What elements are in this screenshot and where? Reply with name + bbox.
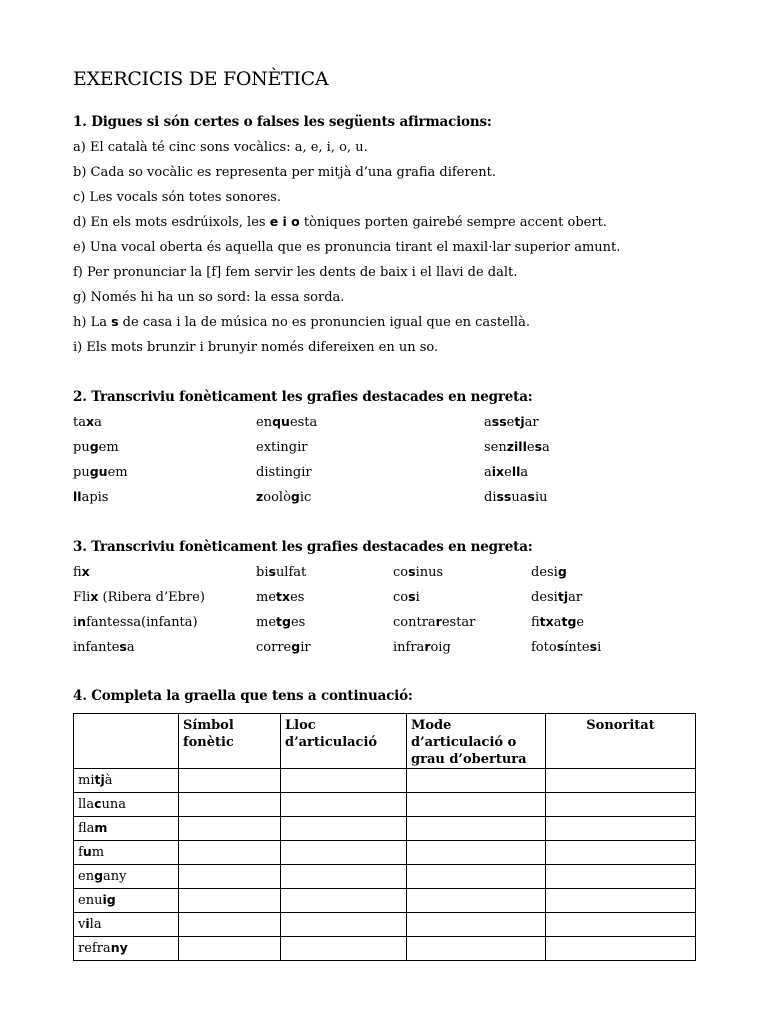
word-part: fla xyxy=(78,821,95,836)
transcription-word xyxy=(256,439,307,455)
word-part: mi xyxy=(78,773,95,788)
bold-grapheme: tj xyxy=(514,414,525,429)
transcription-word xyxy=(73,414,102,430)
table-header-blank xyxy=(74,714,179,769)
transcription-word xyxy=(73,439,119,455)
word-part: di xyxy=(484,490,497,505)
word-part: ua xyxy=(511,490,528,505)
table-row xyxy=(74,817,696,841)
statement-item xyxy=(73,164,496,180)
word-part: oolò xyxy=(263,490,291,505)
statement-item xyxy=(73,239,620,255)
table-cell-word xyxy=(74,769,179,793)
word-part: (Ribera d’Ebre) xyxy=(98,590,205,605)
transcription-word xyxy=(73,589,205,605)
word-part: a xyxy=(484,465,492,480)
answer-cell[interactable] xyxy=(179,793,281,817)
transcription-word xyxy=(393,564,443,580)
answer-cell[interactable] xyxy=(179,865,281,889)
word-part: a xyxy=(94,415,102,430)
bold-grapheme: qu xyxy=(272,414,290,429)
transcription-word xyxy=(393,614,475,630)
bold-grapheme: ny xyxy=(110,940,128,955)
word-part: sen xyxy=(484,440,507,455)
word-part: refra xyxy=(78,941,111,956)
answer-cell[interactable] xyxy=(546,841,696,865)
answer-cell[interactable] xyxy=(407,793,546,817)
transcription-word xyxy=(531,639,601,655)
answer-cell[interactable] xyxy=(179,913,281,937)
answer-cell[interactable] xyxy=(407,913,546,937)
answer-cell[interactable] xyxy=(546,793,696,817)
word-part: inus xyxy=(415,565,444,580)
bold-grapheme: g xyxy=(89,439,99,454)
word-part: esta xyxy=(289,415,318,430)
word-part: pu xyxy=(73,440,90,455)
answer-cell[interactable] xyxy=(179,889,281,913)
transcription-word xyxy=(73,614,198,630)
word-part: iu xyxy=(534,490,548,505)
word-part: co xyxy=(393,565,409,580)
bold-grapheme: g xyxy=(557,564,567,579)
word-part: me xyxy=(256,590,277,605)
statement-item xyxy=(73,139,368,155)
bold-grapheme: x xyxy=(85,414,95,429)
word-part: co xyxy=(393,590,409,605)
transcription-word xyxy=(256,639,311,655)
transcription-word xyxy=(256,414,317,430)
bold-grapheme: x xyxy=(81,564,90,579)
bold-grapheme: s xyxy=(408,564,416,579)
transcription-word xyxy=(73,564,90,580)
word-part: Fli xyxy=(73,590,91,605)
answer-cell[interactable] xyxy=(407,841,546,865)
bold-grapheme: s xyxy=(268,564,276,579)
word-part: a xyxy=(542,440,550,455)
exercise-3-heading: 3. Transcriviu fonèticament les grafies destacades en negreta: xyxy=(73,539,533,555)
bold-grapheme: ll xyxy=(511,464,521,479)
word-part: a xyxy=(126,640,135,655)
table-cell-word xyxy=(74,889,179,913)
statement-item xyxy=(73,314,530,330)
word-part: h) La xyxy=(73,315,112,330)
word-part: estar xyxy=(441,615,476,630)
table-row xyxy=(74,937,696,961)
bold-grapheme: s xyxy=(534,439,543,454)
bold-grapheme: i xyxy=(85,916,90,931)
table-row xyxy=(74,865,696,889)
word-part: a xyxy=(484,415,492,430)
bold-grapheme: tx xyxy=(539,614,554,629)
answer-cell[interactable] xyxy=(179,817,281,841)
word-part: la xyxy=(89,917,102,932)
word-part: i) Els mots brunzir i brunyir només difereixen en un so. xyxy=(73,340,439,355)
answer-cell[interactable] xyxy=(407,937,546,961)
bold-grapheme: e i o xyxy=(269,214,300,229)
answer-cell[interactable] xyxy=(546,937,696,961)
word-part: contra xyxy=(393,615,436,630)
exercise-1-heading: 1. Digues si són certes o falses les següents afirmacions: xyxy=(73,114,492,130)
bold-grapheme: g xyxy=(94,868,104,883)
word-part: ulfat xyxy=(275,565,307,580)
table-cell-word xyxy=(74,865,179,889)
bold-grapheme: s xyxy=(408,589,416,604)
word-part: em xyxy=(98,440,119,455)
word-part: exting xyxy=(256,440,298,455)
word-part: ir xyxy=(297,440,308,455)
statement-item xyxy=(73,339,438,355)
transcription-word xyxy=(531,589,582,605)
transcription-word xyxy=(484,439,550,455)
bold-grapheme: s xyxy=(119,639,127,654)
word-part: ir xyxy=(300,640,311,655)
table-cell-word xyxy=(74,937,179,961)
word-part: d) En els mots esdrúixols, les xyxy=(73,215,270,230)
table-row xyxy=(74,793,696,817)
word-part: corre xyxy=(256,640,292,655)
statement-item xyxy=(73,189,281,205)
word-part: infante xyxy=(73,640,120,655)
bold-grapheme: r xyxy=(435,614,442,629)
bold-grapheme: tx xyxy=(276,589,291,604)
answer-cell[interactable] xyxy=(546,865,696,889)
answer-cell[interactable] xyxy=(179,841,281,865)
word-part: enu xyxy=(78,893,103,908)
answer-cell[interactable] xyxy=(407,817,546,841)
transcription-word xyxy=(531,564,567,580)
transcription-word xyxy=(484,414,539,430)
bold-grapheme: tg xyxy=(561,614,577,629)
answer-cell[interactable] xyxy=(281,793,407,817)
word-part: e) Una vocal oberta és aquella que es pronuncia tirant el maxil·lar superior amunt. xyxy=(73,240,621,255)
word-part: es xyxy=(290,615,306,630)
transcription-word xyxy=(256,489,311,505)
answer-cell[interactable] xyxy=(179,937,281,961)
word-part: fi xyxy=(73,565,82,580)
statement-item xyxy=(73,264,517,280)
transcription-word xyxy=(73,464,128,480)
answer-cell[interactable] xyxy=(407,865,546,889)
bold-grapheme: x xyxy=(90,589,99,604)
word-part: a xyxy=(553,615,562,630)
bold-grapheme: z xyxy=(256,489,264,504)
word-part: lla xyxy=(78,797,95,812)
table-cell-word xyxy=(74,793,179,817)
answer-cell[interactable] xyxy=(281,913,407,937)
bold-grapheme: u xyxy=(82,844,92,859)
word-part: i xyxy=(415,590,420,605)
word-part: c) Les vocals són totes sonores. xyxy=(73,190,281,205)
answer-cell[interactable] xyxy=(281,841,407,865)
word-part: f) Per pronunciar la [f] fem servir les dents de baix i el llavi de dalt. xyxy=(73,265,518,280)
word-part: en xyxy=(256,415,273,430)
word-part: i xyxy=(597,640,602,655)
word-part: i xyxy=(73,615,78,630)
bold-grapheme: ss xyxy=(491,414,507,429)
word-part: m xyxy=(91,845,105,860)
word-part: bi xyxy=(256,565,269,580)
word-part: infra xyxy=(393,640,425,655)
statement-item xyxy=(73,289,344,305)
word-part: foto xyxy=(531,640,557,655)
table-cell-word xyxy=(74,841,179,865)
table-row xyxy=(74,913,696,937)
word-part: fi xyxy=(531,615,540,630)
bold-grapheme: tg xyxy=(276,614,291,629)
transcription-word xyxy=(484,489,547,505)
table-row xyxy=(74,841,696,865)
bold-grapheme: zill xyxy=(506,439,527,454)
word-part: ic xyxy=(299,490,312,505)
word-part: e xyxy=(506,415,515,430)
word-part: fantessa(infanta) xyxy=(86,615,198,630)
statement-item xyxy=(73,214,607,230)
bold-grapheme: tj xyxy=(557,589,569,604)
bold-grapheme: n xyxy=(77,614,87,629)
transcription-word xyxy=(484,464,528,480)
word-part: ar xyxy=(524,415,539,430)
transcription-word xyxy=(256,564,306,580)
table-header-symbol: Símbol fonètic xyxy=(179,714,281,769)
transcription-word xyxy=(393,639,451,655)
table-header-place: Lloc d’articulació xyxy=(281,714,407,769)
word-part: es xyxy=(290,590,305,605)
transcription-word xyxy=(393,589,420,605)
answer-cell[interactable] xyxy=(546,913,696,937)
word-part: desi xyxy=(531,590,558,605)
bold-grapheme: ll xyxy=(73,489,82,504)
word-part: tòniques porten gairebé sempre accent obert. xyxy=(299,215,607,230)
word-part: à xyxy=(104,773,113,788)
page-title: EXERCICIS DE FONÈTICA xyxy=(73,68,329,90)
transcription-word xyxy=(256,589,304,605)
bold-grapheme: ix xyxy=(491,464,505,479)
table-cell-word xyxy=(74,817,179,841)
word-part: una xyxy=(101,797,126,812)
word-part: pu xyxy=(73,465,90,480)
table-header-manner: Mode d’articulació o grau d’obertura xyxy=(407,714,546,769)
bold-grapheme: gu xyxy=(89,464,108,479)
bold-grapheme: s xyxy=(527,489,535,504)
answer-cell[interactable] xyxy=(179,769,281,793)
transcription-word xyxy=(256,464,312,480)
word-part: e xyxy=(526,440,535,455)
word-part: em xyxy=(107,465,128,480)
word-part: de casa i la de música no es pronuncien igual que en castellà. xyxy=(118,315,530,330)
bold-grapheme: ig xyxy=(102,892,116,907)
table-row xyxy=(74,769,696,793)
table-row xyxy=(74,889,696,913)
word-part: ir xyxy=(301,465,312,480)
word-part: disting xyxy=(256,465,302,480)
answer-cell[interactable] xyxy=(407,769,546,793)
exercise-2-heading: 2. Transcriviu fonèticament les grafies destacades en negreta: xyxy=(73,389,533,405)
transcription-word xyxy=(73,489,108,505)
answer-cell[interactable] xyxy=(546,769,696,793)
bold-grapheme: c xyxy=(94,796,102,811)
transcription-word xyxy=(531,614,584,630)
answer-cell[interactable] xyxy=(407,889,546,913)
word-part: me xyxy=(256,615,277,630)
word-part: desi xyxy=(531,565,558,580)
word-part: en xyxy=(78,869,95,884)
answer-cell[interactable] xyxy=(281,865,407,889)
word-part: b) Cada so vocàlic es representa per mitjà d’una grafia diferent. xyxy=(73,165,496,180)
answer-cell[interactable] xyxy=(546,889,696,913)
word-part: ínte xyxy=(564,640,590,655)
answer-cell[interactable] xyxy=(546,817,696,841)
bold-grapheme: r xyxy=(424,639,431,654)
bold-grapheme: m xyxy=(94,820,108,835)
answer-cell[interactable] xyxy=(281,817,407,841)
bold-grapheme: ss xyxy=(496,489,512,504)
bold-grapheme: s xyxy=(589,639,598,654)
word-part: e xyxy=(576,615,585,630)
transcription-word xyxy=(73,639,135,655)
table-cell-word xyxy=(74,913,179,937)
word-part: f xyxy=(78,845,83,860)
table-header-voicing: Sonoritat xyxy=(546,714,696,769)
word-part: ar xyxy=(568,590,583,605)
word-part: a xyxy=(520,465,529,480)
answer-cell[interactable] xyxy=(281,889,407,913)
bold-grapheme: s xyxy=(556,639,565,654)
bold-grapheme: g xyxy=(290,489,300,504)
answer-cell[interactable] xyxy=(281,769,407,793)
word-part: v xyxy=(78,917,86,932)
word-part: oig xyxy=(430,640,451,655)
word-part: a) El català té cinc sons vocàlics: a, e, i, o, u. xyxy=(73,140,368,155)
transcription-word xyxy=(256,614,305,630)
bold-grapheme: g xyxy=(291,639,301,654)
bold-grapheme: tj xyxy=(94,772,105,787)
bold-grapheme: s xyxy=(111,314,119,329)
table-header-row xyxy=(74,714,696,769)
word-part: g) Només hi ha un so sord: la essa sorda. xyxy=(73,290,345,305)
exercise-4-heading: 4. Completa la graella que tens a continuació: xyxy=(73,688,413,704)
word-part: e xyxy=(504,465,512,480)
word-part: apis xyxy=(81,490,109,505)
word-part: any xyxy=(103,869,127,884)
exercise-4-table xyxy=(73,713,696,961)
word-part: ta xyxy=(73,415,86,430)
answer-cell[interactable] xyxy=(281,937,407,961)
